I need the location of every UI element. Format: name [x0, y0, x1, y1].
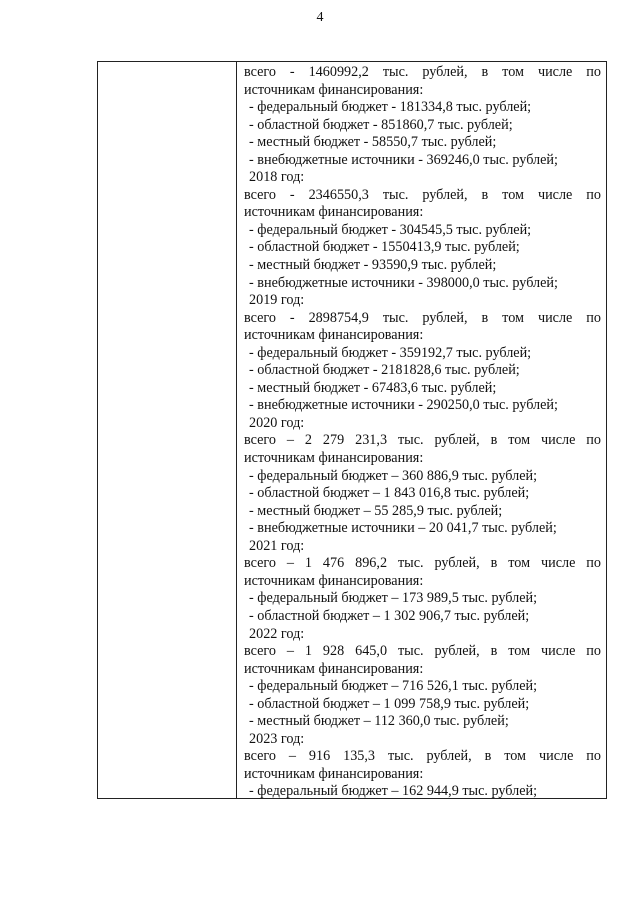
text-line: источникам финансирования: [244, 450, 424, 467]
text-line: всего - 1460992,2 тыс. рублей, в том числе по [244, 64, 601, 80]
text-line: - местный бюджет - 67483,6 тыс. рублей; [249, 379, 497, 396]
text-line: источникам финансирования: [244, 327, 424, 344]
text-line: - местный бюджет – 112 360,0 тыс. рублей; [249, 713, 509, 730]
text-line: - федеральный бюджет – 162 944,9 тыс. рублей; [249, 783, 538, 800]
text-line: источникам финансирования: [244, 765, 424, 782]
text-line: всего – 1 928 645,0 тыс. рублей, в том числе по [244, 643, 601, 660]
text-line: - федеральный бюджет – 173 989,5 тыс. рублей; [249, 590, 538, 607]
text-line: - областной бюджет - 1550413,9 тыс. рублей; [249, 239, 520, 256]
text-line: всего – 916 135,3 тыс. рублей, в том числе по [244, 748, 601, 765]
text-line: 2022 год: [249, 625, 305, 642]
text-line: источникам финансирования: [244, 660, 424, 677]
text-line: 2020 год: [249, 414, 305, 431]
text-line: - федеральный бюджет - 181334,8 тыс. рублей; [249, 99, 532, 116]
column-divider [236, 62, 237, 798]
text-line: - областной бюджет - 851860,7 тыс. рублей; [249, 116, 513, 133]
text-line: - федеральный бюджет – 360 886,9 тыс. рублей; [249, 467, 538, 484]
text-line: - федеральный бюджет – 716 526,1 тыс. рублей; [249, 678, 538, 695]
text-line: - местный бюджет - 58550,7 тыс. рублей; [249, 134, 497, 151]
text-line: - местный бюджет – 55 285,9 тыс. рублей; [249, 502, 503, 519]
text-line: - федеральный бюджет - 359192,7 тыс. рублей; [249, 344, 532, 361]
text-line: - областной бюджет – 1 302 906,7 тыс. рублей; [249, 607, 530, 624]
text-line: - местный бюджет - 93590,9 тыс. рублей; [249, 257, 497, 274]
text-line: всего – 2 279 231,3 тыс. рублей, в том числе по [244, 432, 601, 449]
text-line: 2023 год: [249, 730, 305, 747]
funding-table [97, 61, 607, 799]
text-line: - областной бюджет - 2181828,6 тыс. рублей; [249, 362, 520, 379]
text-line: источникам финансирования: [244, 204, 424, 221]
text-line: - внебюджетные источники - 290250,0 тыс. рублей; [249, 397, 558, 414]
text-line: - федеральный бюджет - 304545,5 тыс. рублей; [249, 221, 532, 238]
page-number: 4 [316, 10, 324, 25]
text-line: - внебюджетные источники – 20 041,7 тыс. рублей; [249, 520, 557, 537]
text-line: 2018 год: [249, 169, 305, 186]
text-line: - областной бюджет – 1 843 016,8 тыс. рублей; [249, 485, 530, 502]
funding-text-cell [244, 64, 601, 801]
text-line: 2019 год: [249, 292, 305, 309]
text-line: - внебюджетные источники - 369246,0 тыс. рублей; [249, 151, 558, 168]
text-line: - областной бюджет – 1 099 758,9 тыс. рублей; [249, 695, 530, 712]
text-line: всего - 2898754,9 тыс. рублей, в том числе по [244, 309, 601, 326]
text-line: всего – 1 476 896,2 тыс. рублей, в том числе по [244, 555, 601, 572]
text-line: 2021 год: [249, 537, 305, 554]
text-line: всего - 2346550,3 тыс. рублей, в том числе по [244, 186, 601, 203]
text-line: источникам финансирования: [244, 81, 424, 98]
text-line: источникам финансирования: [244, 572, 424, 589]
text-line: - внебюджетные источники - 398000,0 тыс. рублей; [249, 274, 558, 291]
